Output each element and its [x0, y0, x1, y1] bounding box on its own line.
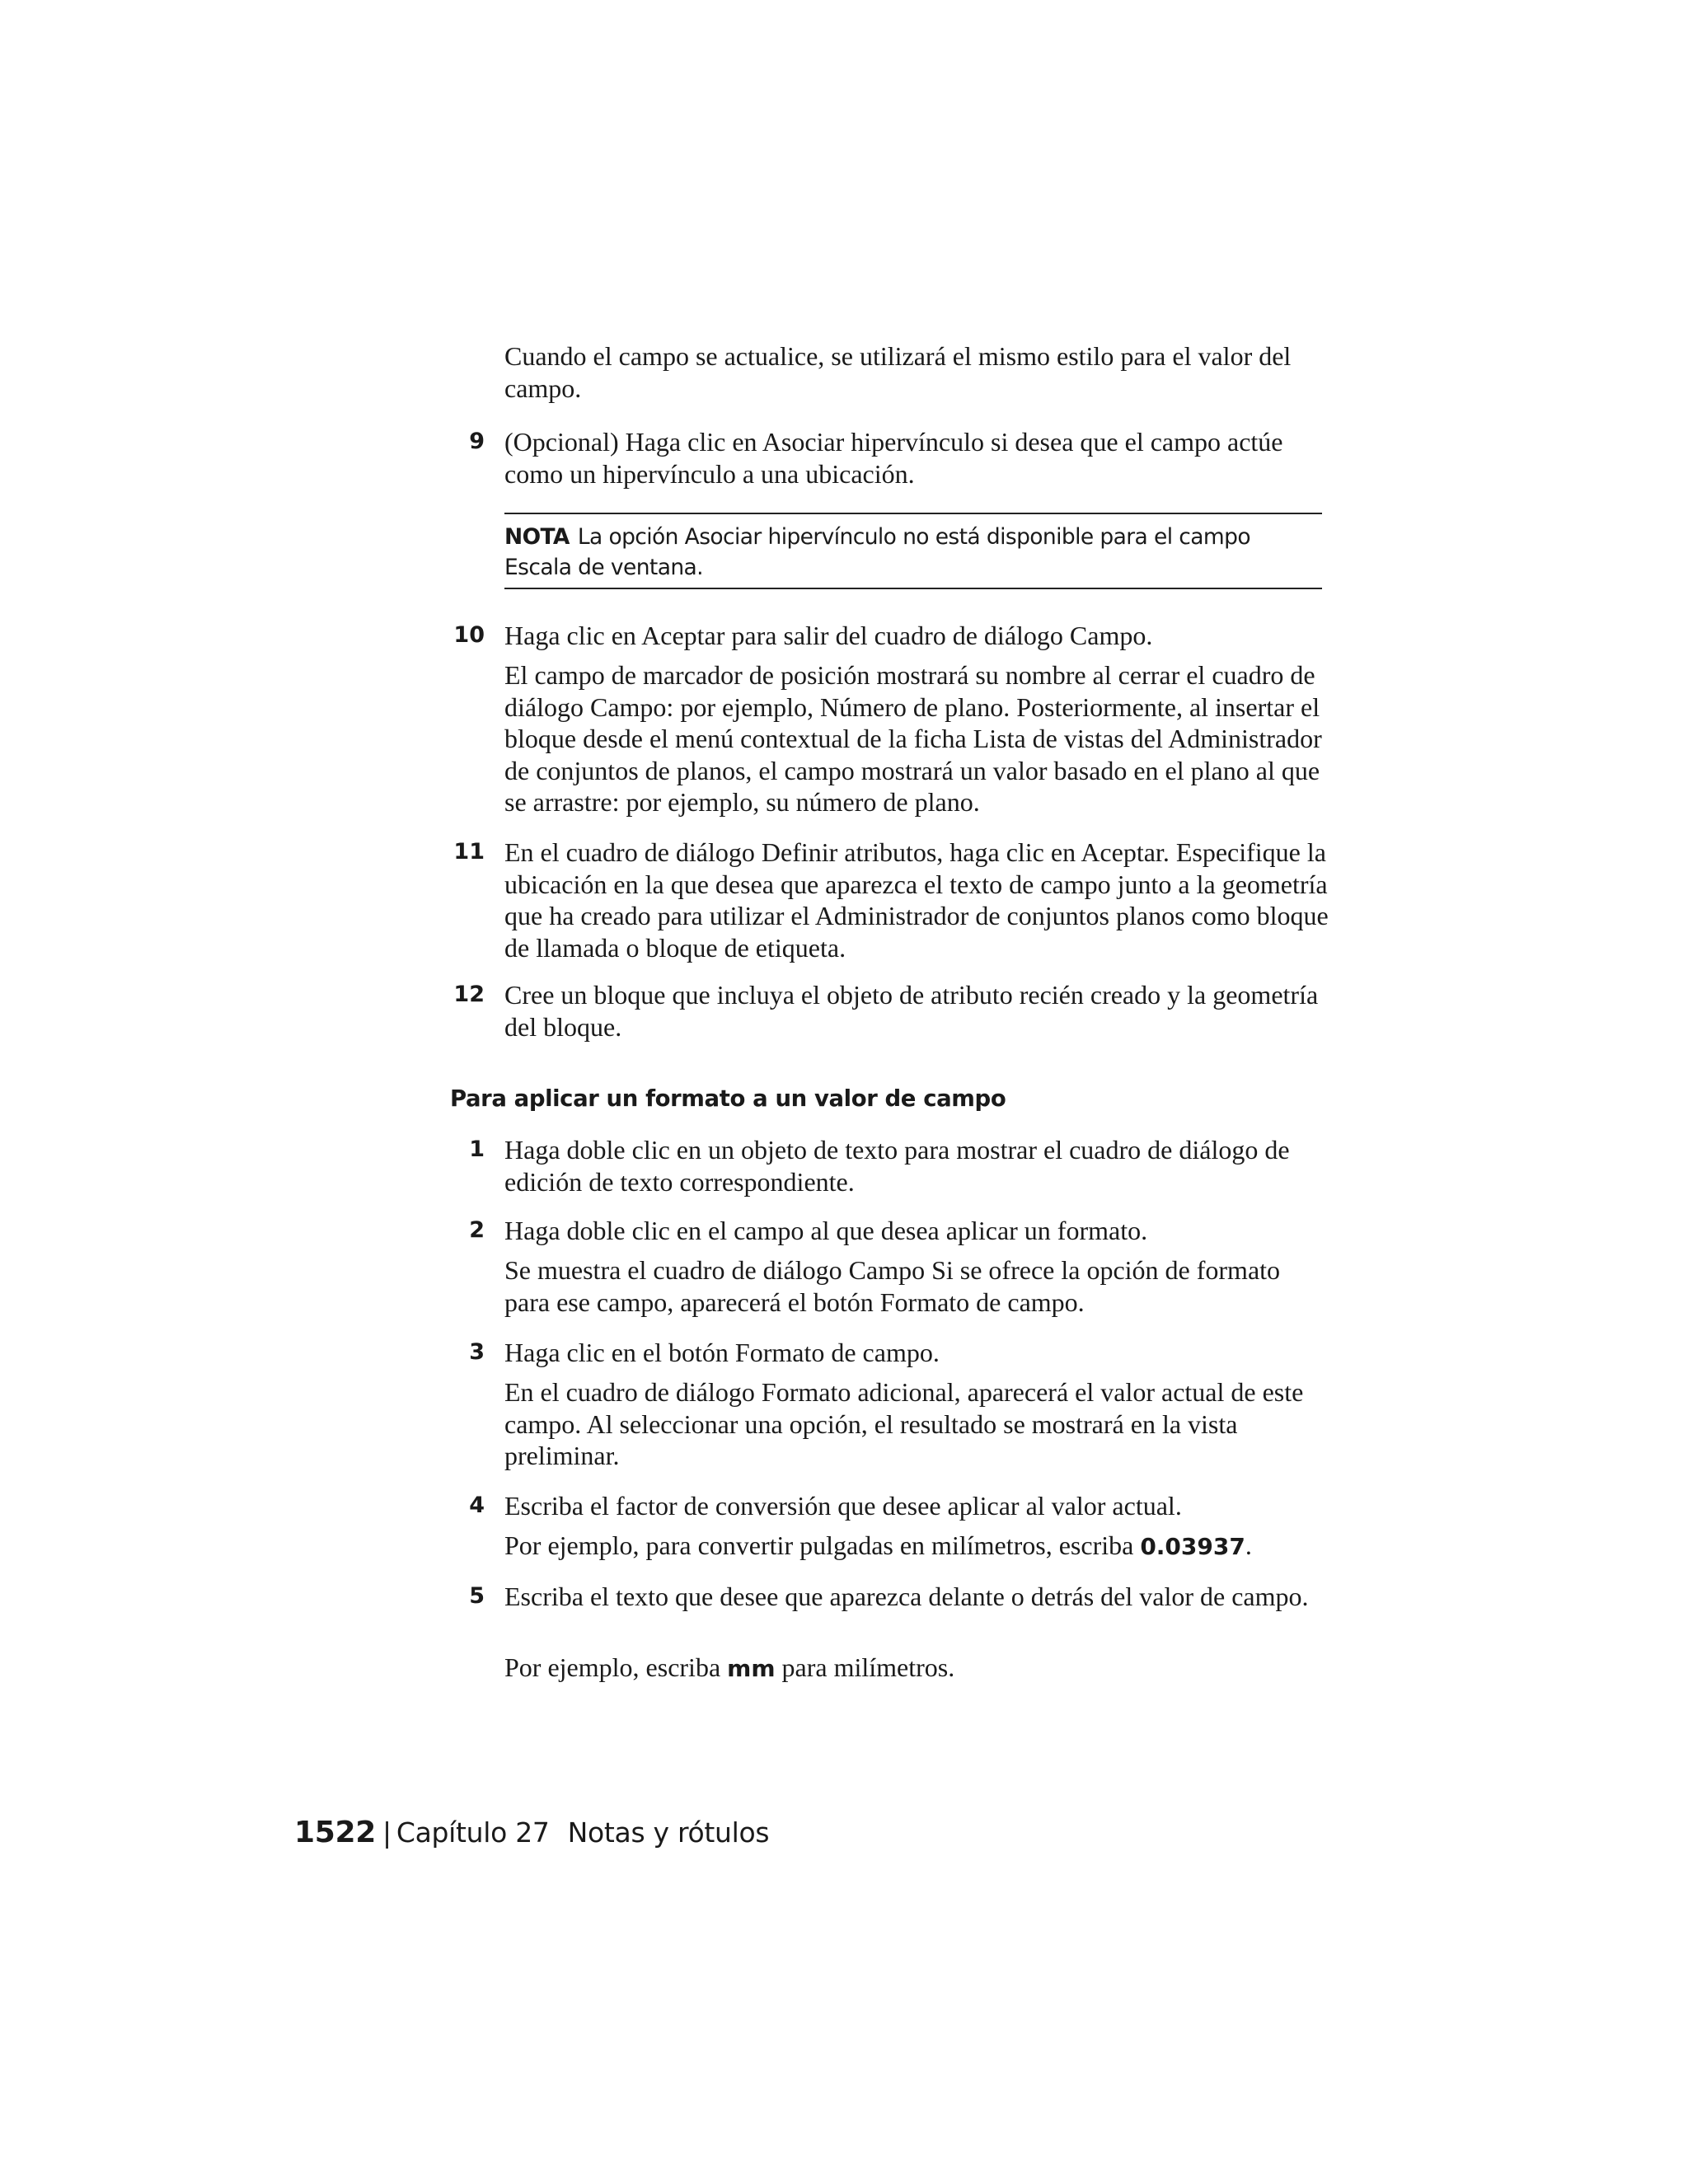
step-text: Haga clic en Aceptar para salir del cuadro de diálogo Campo. — [504, 621, 1153, 650]
note-text: La opción Asociar hipervínculo no está disponible para el campo Escala de ventana. — [504, 524, 1250, 580]
note-label: NOTA — [504, 524, 570, 550]
step-text: Escriba el factor de conversión que desee aplicar al valor actual. — [504, 1491, 1182, 1521]
step-text: En el cuadro de diálogo Definir atributos, haga clic en Aceptar. Especifique la ubicación en la que desea que aparezca el texto de campo junto a la geometría que ha creado para utilizar el Administrador de conjuntos planos como bloque de llamada o bloque de etiqueta. — [504, 837, 1329, 963]
step-detail: En el cuadro de diálogo Formato adicional, aparecerá el valor actual de este campo. Al seleccionar una opción, el resultado se mostrará en la vista preliminar. — [504, 1377, 1304, 1470]
footer-separator: | — [382, 1816, 392, 1849]
step-number: 5 — [469, 1583, 485, 1609]
footer-chapter: Capítulo 27 — [396, 1816, 550, 1849]
step-text: (Opcional) Haga clic en Asociar hipervínculo si desea que el campo actúe como un hipervínculo a una ubicación. — [504, 427, 1283, 489]
step-number: 12 — [453, 982, 485, 1007]
step-number: 2 — [469, 1217, 485, 1243]
step-detail — [504, 1530, 1329, 1563]
step-detail: Se muestra el cuadro de diálogo Campo Si se ofrece la opción de formato para ese campo, aparecerá el botón Formato de campo. — [504, 1255, 1281, 1317]
step-number: 4 — [469, 1493, 485, 1518]
detail-emphasis: 0.03937 — [1140, 1533, 1245, 1560]
step-text: Haga doble clic en un objeto de texto para mostrar el cuadro de diálogo de edición de texto correspondiente. — [504, 1135, 1290, 1197]
step-number: 1 — [469, 1137, 485, 1162]
detail-prefix: Por ejemplo, escriba — [504, 1652, 728, 1682]
step-number: 11 — [453, 839, 485, 865]
step-detail — [504, 1652, 1329, 1685]
step-text: Haga clic en el botón Formato de campo. — [504, 1338, 940, 1367]
detail-suffix: . — [1245, 1530, 1252, 1560]
detail-suffix: para milímetros. — [775, 1652, 955, 1682]
step-detail: El campo de marcador de posición mostrará su nombre al cerrar el cuadro de diálogo Campo: por ejemplo, Número de plano. Posteriormente, al insertar el bloque desde el menú contextual de la ficha Lista de vistas del Administrador de conjuntos de planos, el campo mostrará un valor basado en el plano al que se arrastre: por ejemplo, su número de plano. — [504, 660, 1322, 817]
step-number: 10 — [453, 622, 485, 648]
section-heading: Para aplicar un formato a un valor de campo — [450, 1085, 1006, 1112]
intro-paragraph: Cuando el campo se actualice, se utilizará el mismo estilo para el valor del campo. — [504, 341, 1292, 403]
page-footer — [294, 1815, 769, 1851]
detail-emphasis: mm — [727, 1655, 776, 1682]
page-number: 1522 — [294, 1816, 376, 1849]
note-box — [504, 513, 1322, 589]
step-text: Cree un bloque que incluya el objeto de atributo recién creado y la geometría del bloque. — [504, 980, 1319, 1042]
step-text: Escriba el texto que desee que aparezca delante o detrás del valor de campo. — [504, 1582, 1309, 1611]
detail-prefix: Por ejemplo, para convertir pulgadas en milímetros, escriba — [504, 1530, 1141, 1560]
footer-chapter-title: Notas y rótulos — [567, 1816, 770, 1849]
step-number: 9 — [469, 429, 485, 454]
step-text: Haga doble clic en el campo al que desea aplicar un formato. — [504, 1216, 1148, 1245]
step-number: 3 — [469, 1339, 485, 1365]
